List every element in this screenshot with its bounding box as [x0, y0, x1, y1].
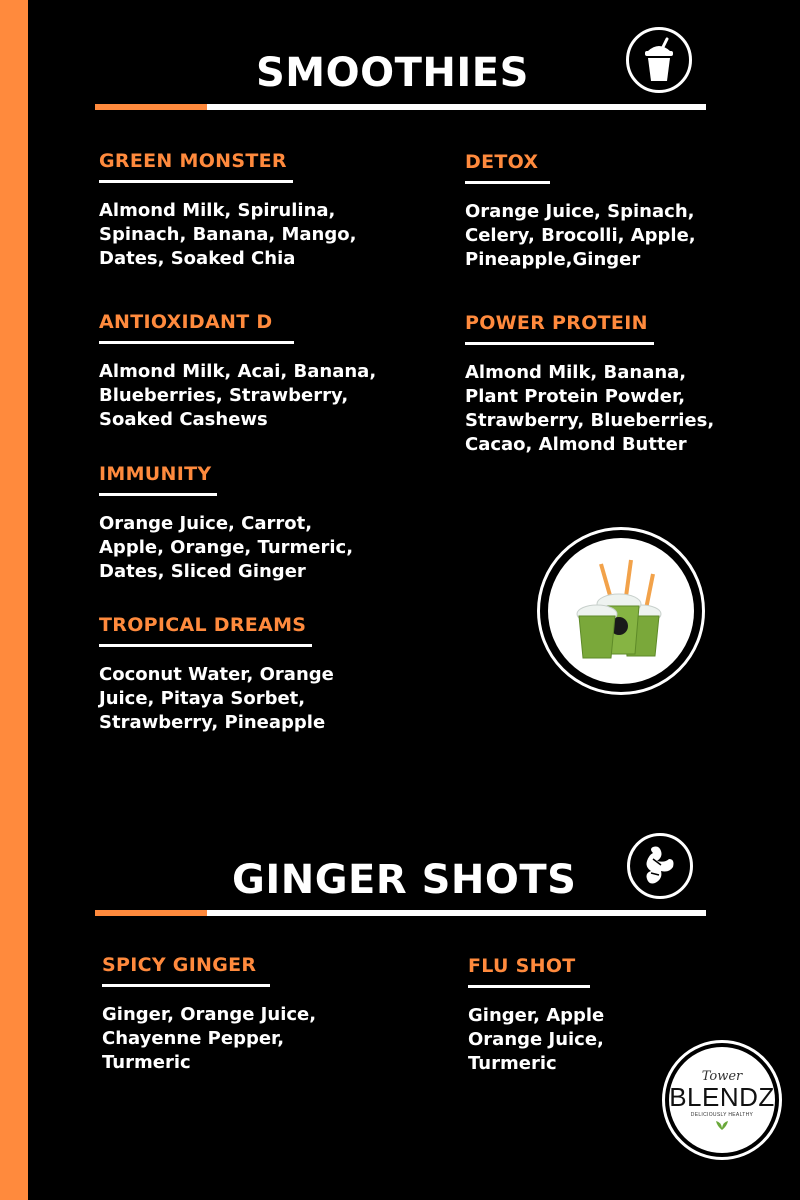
smoothie-cup-icon — [626, 27, 692, 93]
item-name: IMMUNITY — [99, 463, 217, 496]
item-ingredients: Almond Milk, Acai, Banana, Blueberries, Strawberry, Soaked Cashews — [99, 361, 377, 430]
item-ingredients: Orange Juice, Spinach, Celery, Brocolli, Apple, Pineapple,Ginger — [465, 201, 696, 270]
logo-tower-text: Tower — [701, 1069, 743, 1084]
ginger-shots-divider — [95, 910, 706, 916]
logo-tagline: DELICIOUSLY HEALTHY — [690, 1112, 754, 1118]
menu-item-immunity — [99, 463, 389, 584]
item-name: POWER PROTEIN — [465, 312, 654, 345]
item-name: FLU SHOT — [468, 955, 590, 988]
smoothies-title: SMOOTHIES — [256, 50, 529, 96]
menu-item-tropical-dreams — [99, 614, 389, 735]
tower-blendz-logo — [662, 1040, 782, 1160]
menu-item-detox — [465, 151, 755, 272]
smoothies-divider — [95, 104, 706, 110]
item-ingredients: Almond Milk, Spirulina, Spinach, Banana, Mango, Dates, Soaked Chia — [99, 200, 357, 269]
item-ingredients: Ginger, Orange Juice, Chayenne Pepper, Turmeric — [102, 1004, 317, 1073]
side-accent-stripe — [0, 0, 28, 1200]
menu-item-green-monster — [99, 150, 389, 271]
item-name: SPICY GINGER — [102, 954, 270, 987]
menu-item-power-protein — [465, 312, 755, 457]
menu-item-spicy-ginger — [102, 954, 392, 1075]
smoothie-cups-illustration — [561, 556, 681, 666]
ginger-root-icon — [627, 833, 693, 899]
ginger-shots-title: GINGER SHOTS — [232, 857, 577, 903]
item-ingredients: Almond Milk, Banana, Plant Protein Powder, Strawberry, Blueberries, Cacao, Almond Butter — [465, 362, 715, 455]
leaf-icon — [715, 1120, 729, 1130]
item-name: ANTIOXIDANT D — [99, 311, 294, 344]
menu-item-antioxidant-d — [99, 311, 389, 432]
item-name: TROPICAL DREAMS — [99, 614, 312, 647]
logo-blendz-text: BLENDZ — [669, 1082, 775, 1112]
smoothie-cups-photo — [537, 527, 705, 695]
item-ingredients: Orange Juice, Carrot, Apple, Orange, Turmeric, Dates, Sliced Ginger — [99, 513, 354, 582]
item-name: DETOX — [465, 151, 550, 184]
item-name: GREEN MONSTER — [99, 150, 293, 183]
item-ingredients: Ginger, Apple Orange Juice, Turmeric — [468, 1005, 605, 1074]
item-ingredients: Coconut Water, Orange Juice, Pitaya Sorbet, Strawberry, Pineapple — [99, 664, 334, 733]
